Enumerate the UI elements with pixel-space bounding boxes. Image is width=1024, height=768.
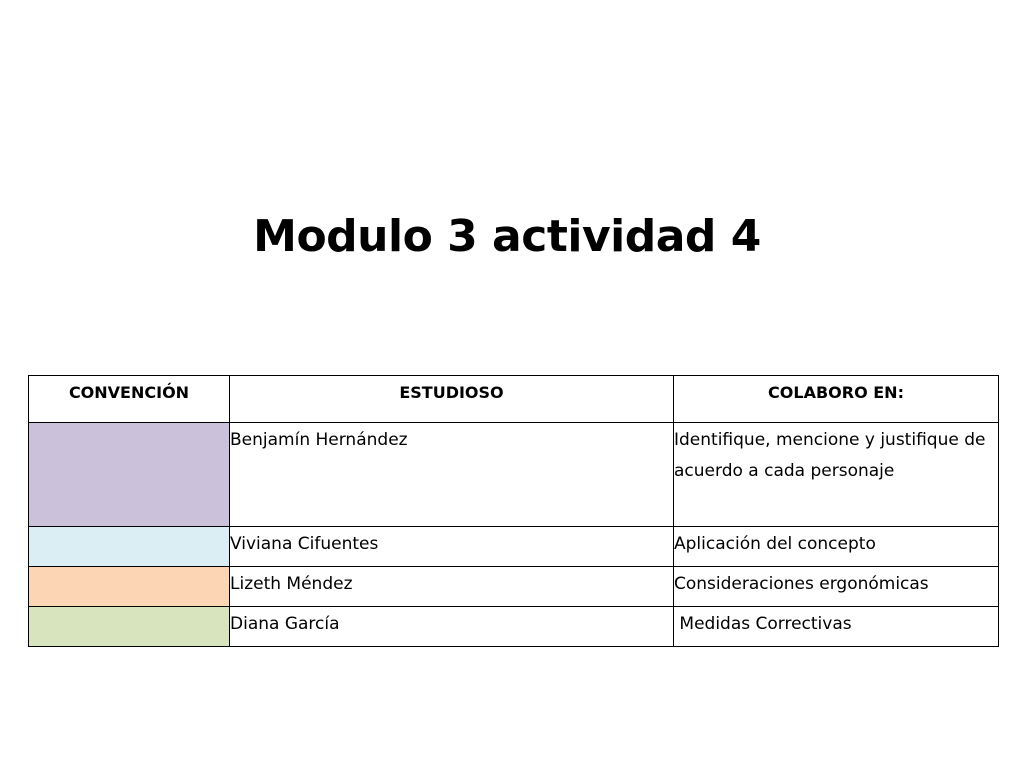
- contribution-text: Medidas Correctivas: [674, 607, 999, 647]
- table-row: [29, 423, 999, 527]
- table-row: [29, 567, 999, 607]
- student-name: Diana García: [230, 607, 674, 647]
- color-swatch: [29, 567, 230, 607]
- header-contribution: COLABORO EN:: [674, 376, 999, 423]
- color-swatch: [29, 423, 230, 527]
- table-header-row: [29, 376, 999, 423]
- header-convention: CONVENCIÓN: [29, 376, 230, 423]
- table-row: [29, 607, 999, 647]
- color-swatch: [29, 607, 230, 647]
- header-student: ESTUDIOSO: [230, 376, 674, 423]
- contribution-text: Identifique, mencione y justifique de acuerdo a cada personaje: [674, 423, 999, 527]
- contribution-text: Aplicación del concepto: [674, 527, 999, 567]
- contribution-text: Consideraciones ergonómicas: [674, 567, 999, 607]
- assignments-table: [28, 375, 999, 647]
- table-row: [29, 527, 999, 567]
- color-swatch: [29, 527, 230, 567]
- student-name: Viviana Cifuentes: [230, 527, 674, 567]
- slide-title: Modulo 3 actividad 4: [253, 211, 761, 262]
- student-name: Benjamín Hernández: [230, 423, 674, 527]
- student-name: Lizeth Méndez: [230, 567, 674, 607]
